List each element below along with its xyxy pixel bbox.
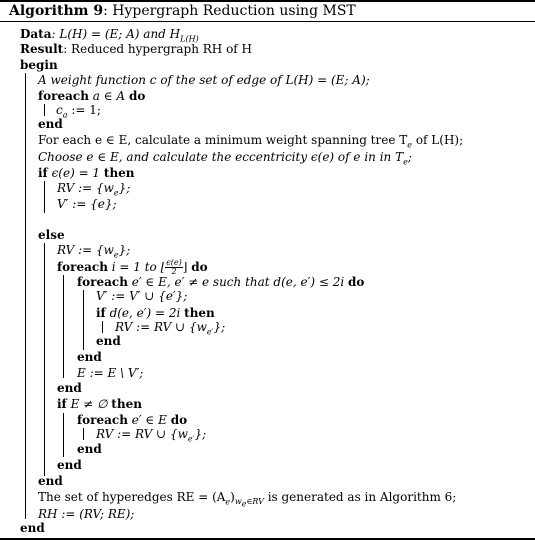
bottom-rule — [0, 538, 535, 540]
header-rule — [0, 21, 535, 22]
block-bar-if-distance — [102, 321, 103, 333]
algorithm-label: Algorithm 9 — [9, 3, 104, 19]
block-bar-main — [25, 73, 26, 519]
block-bar-foreach-a — [44, 104, 45, 116]
block-bar-if-e-nonempty — [63, 413, 64, 457]
else-keyword: else — [38, 228, 65, 242]
line-v-init: V′ := {e}; — [57, 197, 117, 211]
end-main: end — [20, 521, 45, 535]
line-spanning-tree: For each e ∈ E, calculate a minimum weight spanning tree $T_e$ of L(H); — [38, 133, 464, 150]
algorithm-header — [9, 3, 356, 20]
line-eccentricity: Choose e ∈ E, and calculate the eccentricity ϵ(e) of e in in $T_e$; — [38, 150, 412, 167]
line-rv-init-then: RV := $\{w_e\}$; — [57, 181, 131, 198]
end-foreach-eprime: end — [77, 350, 102, 364]
end-if-e-nonempty: end — [57, 458, 82, 472]
foreach-i-line: foreach i = 1 to ⌊ $\frac{\epsilon(e)}{2}$ ⌋ do — [57, 258, 208, 276]
foreach-a-line: foreach a ∈ A do — [38, 89, 146, 103]
end-if-distance: end — [96, 334, 121, 348]
line-rv-union-outer: RV := RV ∪ $\{w_{e'}\}$; — [96, 427, 207, 444]
block-bar-foreach-eprime — [83, 290, 84, 350]
block-bar-foreach-e — [83, 428, 84, 440]
foreach-eprime-line: foreach e′ ∈ E, e′ ≠ e such that d(e, e′) ≤ 2i do — [77, 275, 365, 289]
block-bar-then — [44, 181, 45, 213]
line-e-minus-v: E := E \ V′; — [77, 366, 144, 380]
end-if-else: end — [38, 474, 63, 488]
begin-keyword: begin — [20, 58, 58, 72]
algorithm-title: : Hypergraph Reduction using MST — [103, 3, 356, 19]
end-foreach-e: end — [77, 442, 102, 456]
line-ca-assign: $c_a$ := 1; — [56, 103, 101, 120]
fraction-ecc-over-two: $\frac{\epsilon(e)}{2}$ — [166, 258, 182, 276]
line-rv-init-else: RV := $\{w_e\}$; — [57, 243, 131, 260]
result-line: Result: Reduced hypergraph RH of H — [20, 42, 253, 56]
block-bar-else — [44, 243, 45, 476]
if-distance-line: if d(e, e′) = 2i then — [96, 306, 215, 320]
line-hyperedges: The set of hyperedges RE = $(A_e)_{w_e\in RV}$ is generated as in Algorithm 6; — [38, 490, 457, 509]
line-rh-assign: RH := (RV; RE); — [38, 507, 135, 521]
if-eccentricity-line: if ϵ(e) = 1 then — [38, 166, 135, 180]
line-weight-function: A weight function c of the set of edge of L(H) = (E; A); — [38, 73, 370, 87]
foreach-e-line: foreach e′ ∈ E do — [77, 413, 188, 427]
top-rule — [0, 0, 535, 2]
end-foreach-i: end — [57, 381, 82, 395]
line-v-union: V′ := V′ ∪ {e′}; — [96, 289, 188, 303]
block-bar-foreach-i — [63, 275, 64, 378]
line-rv-union-inner: RV := RV ∪ $\{w_{e'}\}$; — [115, 320, 226, 337]
end-foreach-a: end — [38, 117, 63, 131]
data-line: Data: L(H) = (E; A) and $H_{L(H)}$ — [20, 27, 199, 44]
if-e-nonempty-line: if E ≠ ∅ then — [57, 397, 142, 411]
